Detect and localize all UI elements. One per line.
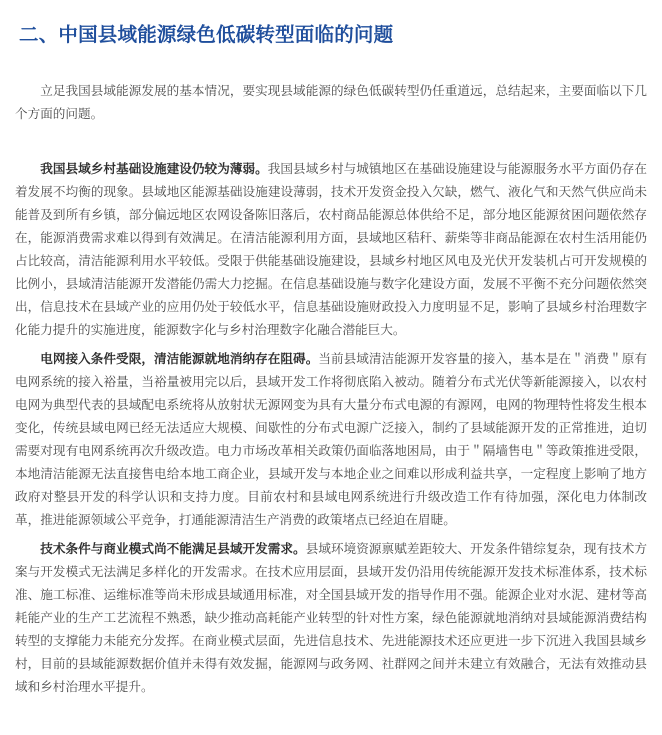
intro-paragraph: 立足我国县域能源发展的基本情况，要实现县域能源的绿色低碳转型仍任重道远，总结起来，主要面临以下几个方面的问题。 [15,83,647,121]
paragraph-body: 我国县域乡村与城镇地区在基础设施建设与能源服务水平方面仍存在着发展不均衡的现象。县域地区能源基础设施建设薄弱，技术开发资金投入欠缺，燃气、液化气和天然气供应尚未能普及到所有乡镇，部分偏远地区农网设备陈旧落后，农村商品能源总体供给不足，部分地区能源贫困问题依然存在，能源消费需求难以得到有效满足。在清洁能源利用方面，县域地区秸秆、薪柴等非商品能源在农村生活用能仍占比较高，清洁能源利用水平较低。受限于供能基础设施建设，县域乡村地区风电及光伏开发装机占可开发规模的比例小，县域清洁能源开发潜能仍需大力挖掘。在信息基础设施与数字化建设方面，发展不平衡不充分问题依然突出，信息技术在县域产业的应用仍处于较低水平，信息基础设施财政投入力度明显不足，影响了县域乡村治理数字化能力提升的实施进度，能源数字化与乡村治理数字化融合潜能巨大。 [15,161,648,337]
paragraph-lead: 我国县域乡村基础设施建设仍较为薄弱。 [40,161,268,176]
paragraph-body: 县域环境资源禀赋差距较大、开发条件错综复杂，现有技术方案与开发模式无法满足多样化的开发需求。在技术应用层面，县域开发仍沿用传统能源开发技术标准体系，技术标准、施工标准、运维标准等尚未形成县域通用标准，对全国县域开发的指导作用不强。能源企业对水泥、建材等高耗能产业的生产工艺流程不熟悉，缺少推动高耗能产业转型的针对性方案，绿色能源就地消纳对县域能源消费结构转型的支撑能力未能充分发挥。在商业模式层面，先进信息技术、先进能源技术还应更进一步下沉进入我国县域乡村，目前的县域能源数据价值并未得有效发掘，能源网与政务网、社群网之间并未建立有效融合，无法有效推动县域和乡村治理水平提升。 [15,541,648,694]
paragraph-technology-business [15,537,647,698]
paragraph-lead: 电网接入条件受限，清洁能源就地消纳存在阻碍。 [40,351,319,366]
paragraph-infrastructure [15,157,647,341]
paragraph-lead: 技术条件与商业模式尚不能满足县域开发需求。 [40,541,306,556]
paragraph-grid-access [15,347,647,531]
section-heading: 二、中国县域能源绿色低碳转型面临的问题 [19,23,394,46]
paragraph-body: 当前县域清洁能源开发容量的接入，基本是在＂消费＂原有电网系统的接入裕量，当裕量被用完以后，县域开发工作将彻底陷入被动。随着分布式光伏等新能源接入，以农村电网为典型代表的县域配电系统将从放射状无源网变为具有大量分布式电源的有源网，电网的物理特性将发生根本变化，传统县域电网已经无法适应大规模、间歇性的分布式电源广泛接入，制约了县域能源开发的正常推进，迫切需要对现有电网系统再次升级改造。电力市场改革相关政策仍面临落地困局，由于＂隔墙售电＂等政策推进受限，本地清洁能源无法直接售电给本地工商企业，县域开发与本地企业之间难以形成利益共享，一定程度上影响了地方政府对整县开发的科学认识和支持力度。目前农村和县域电网系统进行升级改造工作有待加强，深化电力体制改革，推进能源领域公平竞争，打通能源清洁生产消费的政策堵点已经迫在眉睫。 [15,351,648,527]
